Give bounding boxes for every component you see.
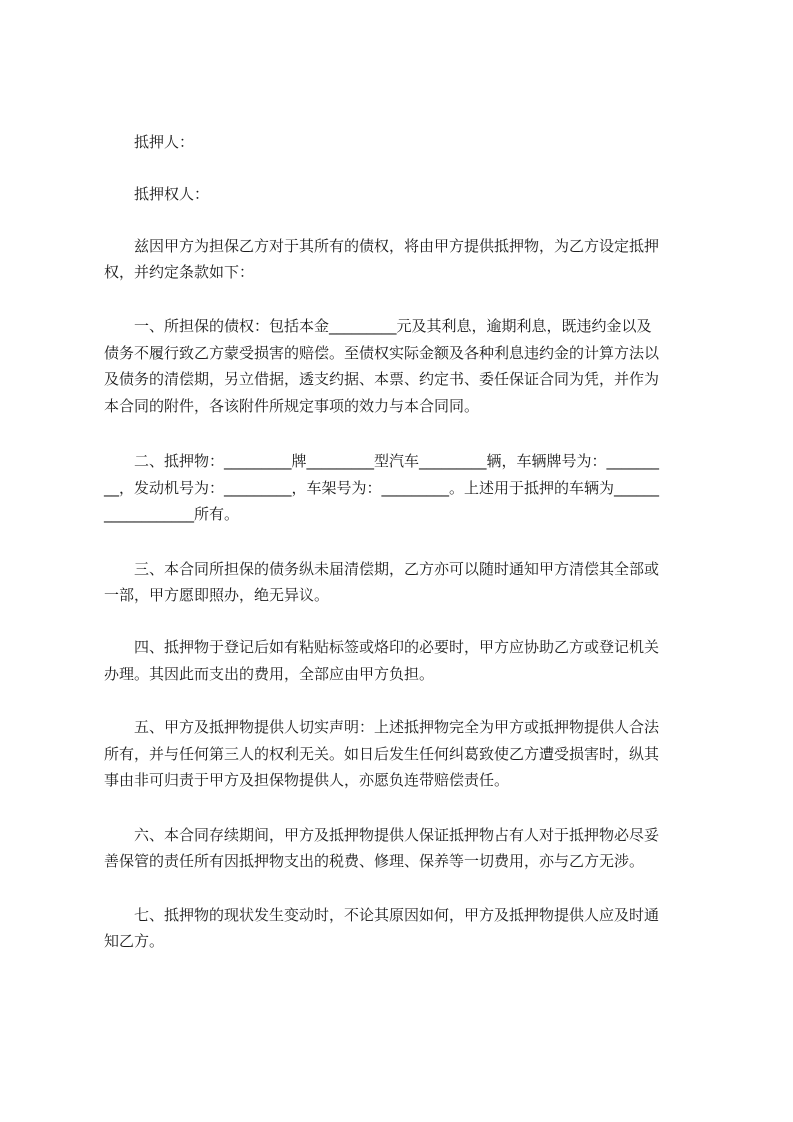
clause-6-line-2: 善保管的责任所有因抵押物支出的税费、修理、保养等一切费用，亦与乙方无涉。 — [104, 852, 645, 870]
preamble-line-1: 兹因甲方为担保乙方对于其所有的债权，将由甲方提供抵押物，为乙方设定抵押 — [104, 237, 660, 255]
clause-1-line-2: 债务不履行致乙方蒙受损害的赔偿。至债权实际金额及各种利息违约金的计算方法以 — [104, 344, 660, 362]
clause-5-line-2: 所有，并与任何第三人的权利无关。如日后发生任何纠葛致使乙方遭受损害时，纵其 — [104, 745, 660, 763]
mortgagor-label: 抵押人： — [104, 133, 195, 151]
mortgagee-label: 抵押权人： — [104, 185, 210, 203]
clause-7-line-1: 七、抵押物的现状发生变动时，不论其原因如何，甲方及抵押物提供人应及时通 — [104, 906, 660, 924]
clause-4-line-1: 四、抵押物于登记后如有粘贴标签或烙印的必要时，甲方应协助乙方或登记机关 — [104, 638, 660, 656]
clause-5-line-1: 五、甲方及抵押物提供人切实声明：上述抵押物完全为甲方或抵押物提供人合法 — [104, 718, 660, 736]
clause-4-line-2: 办理。其因此而支出的费用，全部应由甲方负担。 — [104, 665, 435, 683]
preamble-line-2: 权，并约定条款如下： — [104, 263, 255, 281]
clause-2-line-1: 二、抵押物：_________牌_________型汽车_________辆，车辆牌号为：_______ — [104, 452, 660, 470]
clause-1-line-4: 本合同的附件，各该附件所规定事项的效力与本合同同。 — [104, 397, 480, 415]
clause-2-line-3: ____________所有。 — [104, 505, 240, 523]
clause-1-line-3: 及债务的清偿期，另立借据，透支约据、本票、约定书、委任保证合同为凭，并作为 — [104, 370, 660, 388]
clause-7-line-2: 知乙方。 — [104, 932, 165, 950]
clause-1-line-1: 一、所担保的债权：包括本金_________元及其利息，逾期利息，既违约金以及 — [104, 317, 652, 335]
clause-5-line-3: 事由非可归责于甲方及担保物提供人，亦愿负连带赔偿责任。 — [104, 771, 510, 789]
clause-3-line-2: 一部，甲方愿即照办，绝无异议。 — [104, 586, 330, 604]
clause-2-line-2: __，发动机号为：_________，车架号为：_________。上述用于抵押的车辆为______ — [104, 479, 660, 497]
clause-6-line-1: 六、本合同存续期间，甲方及抵押物提供人保证抵押物占有人对于抵押物必尽妥 — [104, 826, 660, 844]
clause-3-line-1: 三、本合同所担保的债务纵未届清偿期，乙方亦可以随时通知甲方清偿其全部或 — [104, 560, 660, 578]
